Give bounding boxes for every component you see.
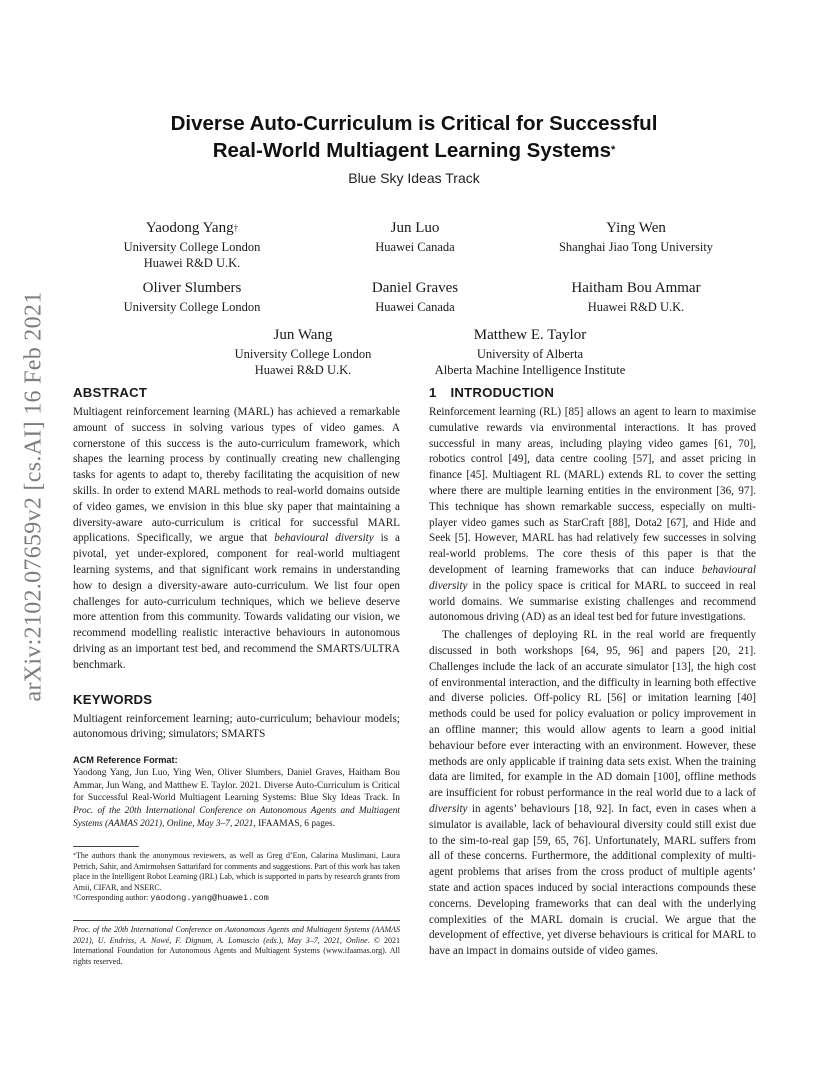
arxiv-identifier xyxy=(12,290,56,702)
abstract-text: Multiagent reinforcement learning (MARL) has achieved a remarkable amount of success in solving various types of video games. A cornerstone of this success is the auto-curriculum framework, which shapes the learning process by continually creating new challenging tasks for agents to adapt to, thereby facilitating the acquisition of new skills. In order to extend MARL methods to real-world domains outside of video games, we envision in this blue sky paper that maintaining a diversity-aware auto-curriculum is critical for successful MARL applications. Specifically, we argue that behavioural diversity is a pivotal, yet under-explored, component for real-world multiagent learning systems, and that significant work remains in understanding how to design a diversity-aware auto-curriculum. We list four open challenges for auto-curriculum techniques, which we believe deserve more attention from this community. Towards validating our vision, we recommend modelling realistic interactive behaviours in autonomous driving as an important test bed, and recommend the SMARTS/ULTRA benchmark. xyxy=(73,406,400,671)
footnote-rule xyxy=(73,846,139,847)
abstract-heading: ABSTRACT xyxy=(73,385,148,400)
footnote-acknowledgements: *The authors thank the anonymous reviewers, as well as Greg d’Eon, Calarina Muslimani, Laura Petrich, Sahir, and Amirmohsen Sattarifard for comments and suggestions. Part of this work has taken place in the Intelligent Robot Learning (IRL) Lab, which is supported in parts by research grants from Amii, CIFAR, and NSERC. xyxy=(73,851,400,892)
author-affiliation: Huawei R&D U.K. xyxy=(143,256,241,270)
corresponding-mark: † xyxy=(233,223,239,233)
author-block xyxy=(315,279,515,315)
author-name: Jun Luo xyxy=(390,220,440,236)
footnote-corresponding: †Corresponding author: yaodong.yang@huawei.com xyxy=(73,893,269,904)
author-affiliation: Huawei R&D U.K. xyxy=(254,363,352,377)
title-line-2: Real-World Multiagent Learning Systems xyxy=(212,139,612,162)
author-name: Matthew E. Taylor xyxy=(473,327,587,343)
acm-reference-text: Yaodong Yang, Jun Luo, Ying Wen, Oliver Slumbers, Daniel Graves, Haitham Bou Ammar, Jun Wang, and Matthew E. Taylor. 2021. Diverse Auto-Curriculum is Critical for Successful Real-World Multiagent Learning Systems: Blue Sky Ideas Track. In Proc. of the 20th International Conference on Autonomous Agents and Multiagent Systems (AAMAS 2021), Online, May 3–7, 2021, IFAAMAS, 6 pages. xyxy=(73,768,400,829)
author-block xyxy=(405,326,655,378)
left-column xyxy=(73,384,400,967)
author-affiliation: Huawei Canada xyxy=(375,240,455,254)
right-column xyxy=(429,384,756,960)
title-line-1: Diverse Auto-Curriculum is Critical for Successful xyxy=(170,112,658,135)
author-affiliation: Huawei Canada xyxy=(375,300,455,314)
introduction-heading: 1 INTRODUCTION xyxy=(429,385,555,400)
proceedings-rule xyxy=(73,920,400,921)
author-name: Yaodong Yang† xyxy=(145,220,239,236)
introduction-paragraph-2: The challenges of deploying RL in the real world are frequently discussed in both workshops [64, 95, 96] and papers [20, 21]. Challenges include the lack of an accurate simulator [13], the high cost of environmental interaction, and the difficulty in learning both effective and diverse policies. Off-policy RL [56] or imitation learning [40] methods could be used for policy evaluation or policy improvement in an offline manner; this would allow agents to learn a good initial behaviour before ever interacting with an environment. However, these methods are only applicable if training data sets exist. When the training data are limited, for example in the AD domain [100], offline methods are insufficient for robust performance in the real world due to a lack of diversity in agents’ behaviours [18, 92]. In fact, even in cases when a simulator is available, lack of behavioural diversity could still exist due to the sim-to-real gap [59, 65, 76]. Unfortunately, MARL suffers from all of these concerns. Furthermore, the additional complexity of multi-agent problems that arises from the cross product of multiple agents’ state and action spaces induced by social interactions compounds these concerns. Developing frameworks that can deal with the underlying complexities of the MARL domain is crucial. We argue that the development of effective, yet diverse behaviours is critical for MARL to have an impact in domains outside of video games. xyxy=(429,629,756,958)
proceedings-notice: Proc. of the 20th International Conference on Autonomous Agents and Multiagent Systems (AAMAS 2021), U. Endriss, A. Nowé, F. Dignum, A. Lomuscio (eds.), May 3–7, 2021, Online. © 2021 International Foundation for Autonomous Agents and Multiagent Systems (www.ifaamas.org). All rights reserved. xyxy=(73,925,401,966)
author-affiliation: Shanghai Jiao Tong University xyxy=(558,240,714,254)
author-block xyxy=(92,279,292,315)
author-name: Ying Wen xyxy=(606,220,666,236)
acm-reference-heading: ACM Reference Format: xyxy=(73,755,178,766)
author-block xyxy=(315,219,515,255)
title-footnote-mark: * xyxy=(611,144,616,156)
keywords-heading: KEYWORDS xyxy=(73,691,153,707)
author-name: Jun Wang xyxy=(273,327,333,343)
author-affiliation: University of Alberta xyxy=(476,347,584,361)
author-affiliation: Huawei R&D U.K. xyxy=(587,300,685,314)
paper-subtitle: Blue Sky Ideas Track xyxy=(348,170,480,186)
author-name: Haitham Bou Ammar xyxy=(571,280,701,296)
abstract-emphasis: behavioural diversity xyxy=(274,532,374,545)
paper-title xyxy=(74,110,754,164)
author-block xyxy=(536,279,736,315)
author-affiliation: University College London xyxy=(123,300,261,314)
introduction-paragraph-1: Reinforcement learning (RL) [85] allows an agent to learn to maximise cumulative rewards via environmental interactions. It has proved successful in many areas, including playing video games [61, 70], robotics control [49], data centre cooling [57], and asset pricing in finance [45]. Multiagent RL (MARL) extends RL to cover the setting where there are multiple learning entities in the environment [36, 97]. This technique has shown remarkable success, especially on multi-player video games such as StarCraft [88], Dota2 [67], and Hide and Seek [5]. However, MARL has had relatively few successes in solving real-world problems. The core thesis of this paper is that the development of learning frameworks that can induce behavioural diversity in the policy space is critical for MARL to succeed in real world domains. We summarise existing challenges and recommend autonomous driving (AD) as an ideal test bed for future investigations. xyxy=(429,406,756,624)
author-block xyxy=(536,219,736,255)
arxiv-stamp-text: arXiv:2102.07659v2 [cs.AI] 16 Feb 2021 xyxy=(20,290,47,702)
author-affiliation: University College London xyxy=(123,240,261,254)
keywords-text: Multiagent reinforcement learning; auto-curriculum; behaviour models; autonomous driving; simulators; SMARTS xyxy=(73,712,400,741)
author-name: Oliver Slumbers xyxy=(142,280,242,296)
author-affiliation: University College London xyxy=(234,347,372,361)
author-block xyxy=(203,326,403,378)
author-name: Daniel Graves xyxy=(371,280,459,296)
corresponding-email: yaodong.yang@huawei.com xyxy=(150,893,269,904)
author-affiliation: Alberta Machine Intelligence Institute xyxy=(434,363,626,377)
author-block xyxy=(92,219,292,271)
